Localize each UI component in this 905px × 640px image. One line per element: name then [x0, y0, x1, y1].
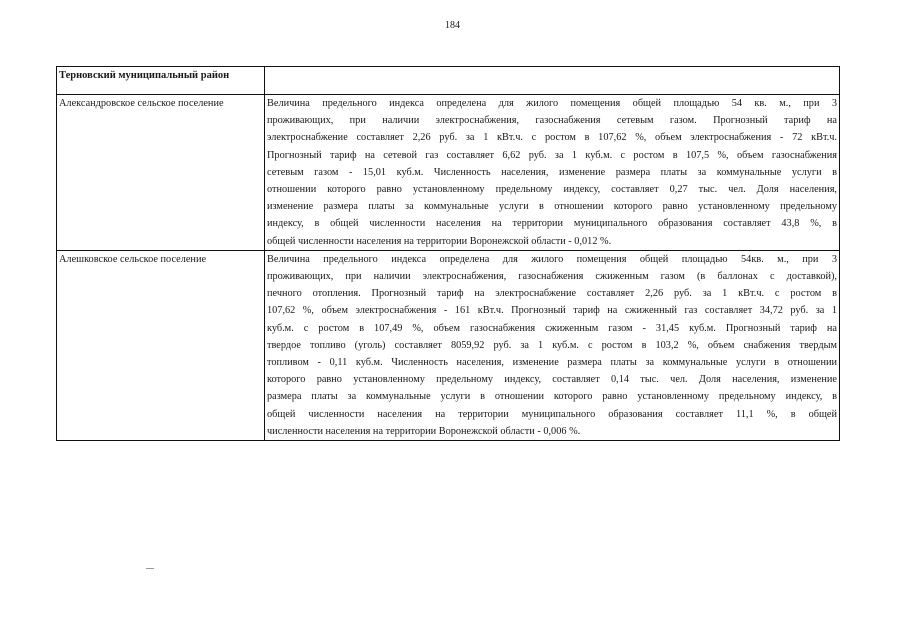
scan-mark	[146, 568, 154, 569]
description-line: куб.м. с ростом в 107,49 %, объем газоснабжения сжиженным газом - 31,45 куб.м. Прогнозный тариф на	[267, 322, 837, 334]
table-row	[57, 250, 840, 440]
district-value-cell	[265, 67, 840, 95]
district-header-row	[57, 67, 840, 95]
description-line: изменение размера платы за коммунальные услуги в отношении которого равно установленному предельному	[267, 201, 837, 213]
description-line: общей численности населения на территории муниципального образования составляет 11,1 %, в общей	[267, 408, 837, 420]
description-line: общей численности населения на территории Воронежской области - 0,012 %.	[267, 235, 612, 247]
tariff-index-table	[56, 66, 840, 441]
district-name: Терновский муниципальный район	[59, 70, 230, 81]
description-line: отношении которого равно установленному предельному индексу, составляет 0,27 тыс. чел. Доля населения,	[267, 184, 837, 196]
description-line: индексу, в общей численности населения на территории муниципального образования составляет 43,8 %, в	[267, 218, 837, 230]
settlement-name-cell	[57, 95, 265, 251]
settlement-name: Алешковское сельское поселение	[59, 253, 207, 265]
settlement-name-cell	[57, 250, 265, 440]
description-line: проживающих, при наличии электроснабжения, газоснабжения сетевым газом. Прогнозный тариф на	[267, 115, 837, 127]
settlement-description-cell	[265, 95, 840, 251]
description-line: Величина предельного индекса определена для жилого помещения общей площадью 54кв. м., при 3	[267, 253, 837, 265]
settlement-description-cell	[265, 250, 840, 440]
description-line: Величина предельного индекса определена для жилого помещения общей площадью 54 кв. м., при 3	[267, 98, 837, 109]
description-line: твердое топливо (уголь) составляет 8059,92 руб. за 1 куб.м. с ростом в 103,2 %, объем снабжения твердым	[267, 339, 837, 351]
table-row	[57, 95, 840, 251]
description-line: численности населения на территории Воронежской области - 0,006 %.	[267, 425, 581, 437]
description-line: Прогнозный тариф на сетевой газ составляет 6,62 руб. за 1 куб.м. с ростом в 107,5 %, объем газоснабжения	[267, 149, 837, 161]
description-line: проживающих, при наличии электроснабжения, газоснабжения сжиженным газом (в баллонах с доставкой),	[267, 271, 837, 283]
description-line: которого равно установленному предельному индексу, составляет 0,14 тыс. чел. Доля населения, изменение	[267, 374, 837, 386]
settlement-name: Александровское сельское поселение	[59, 98, 224, 109]
page-number: 184	[445, 20, 460, 31]
description-line: топливом - 0,11 куб.м. Численность населения, изменение размера платы за коммунальные услуги в отношении	[267, 357, 837, 369]
district-name-cell	[57, 67, 265, 95]
description-line: 107,62 %, объем электроснабжения - 161 кВт.ч. Прогнозный тариф на сжиженный газ составляет 34,72 руб. за 1	[267, 305, 837, 317]
description-line: печного отопления. Прогнозный тариф на электроснабжение составляет 2,26 руб. за 1 кВт.ч. с ростом в	[267, 288, 837, 300]
description-line: электроснабжение составляет 2,26 руб. за 1 кВт.ч. с ростом в 107,62 %, объем электроснабжения - 72 кВт.ч.	[267, 132, 837, 144]
description-line: сетевым газом - 15,01 куб.м. Численность населения, изменение размера платы за коммунальные услуги в	[267, 166, 837, 178]
description-line: размера платы за коммунальные услуги в отношении которого равно установленному предельному индексу, в	[267, 391, 837, 403]
